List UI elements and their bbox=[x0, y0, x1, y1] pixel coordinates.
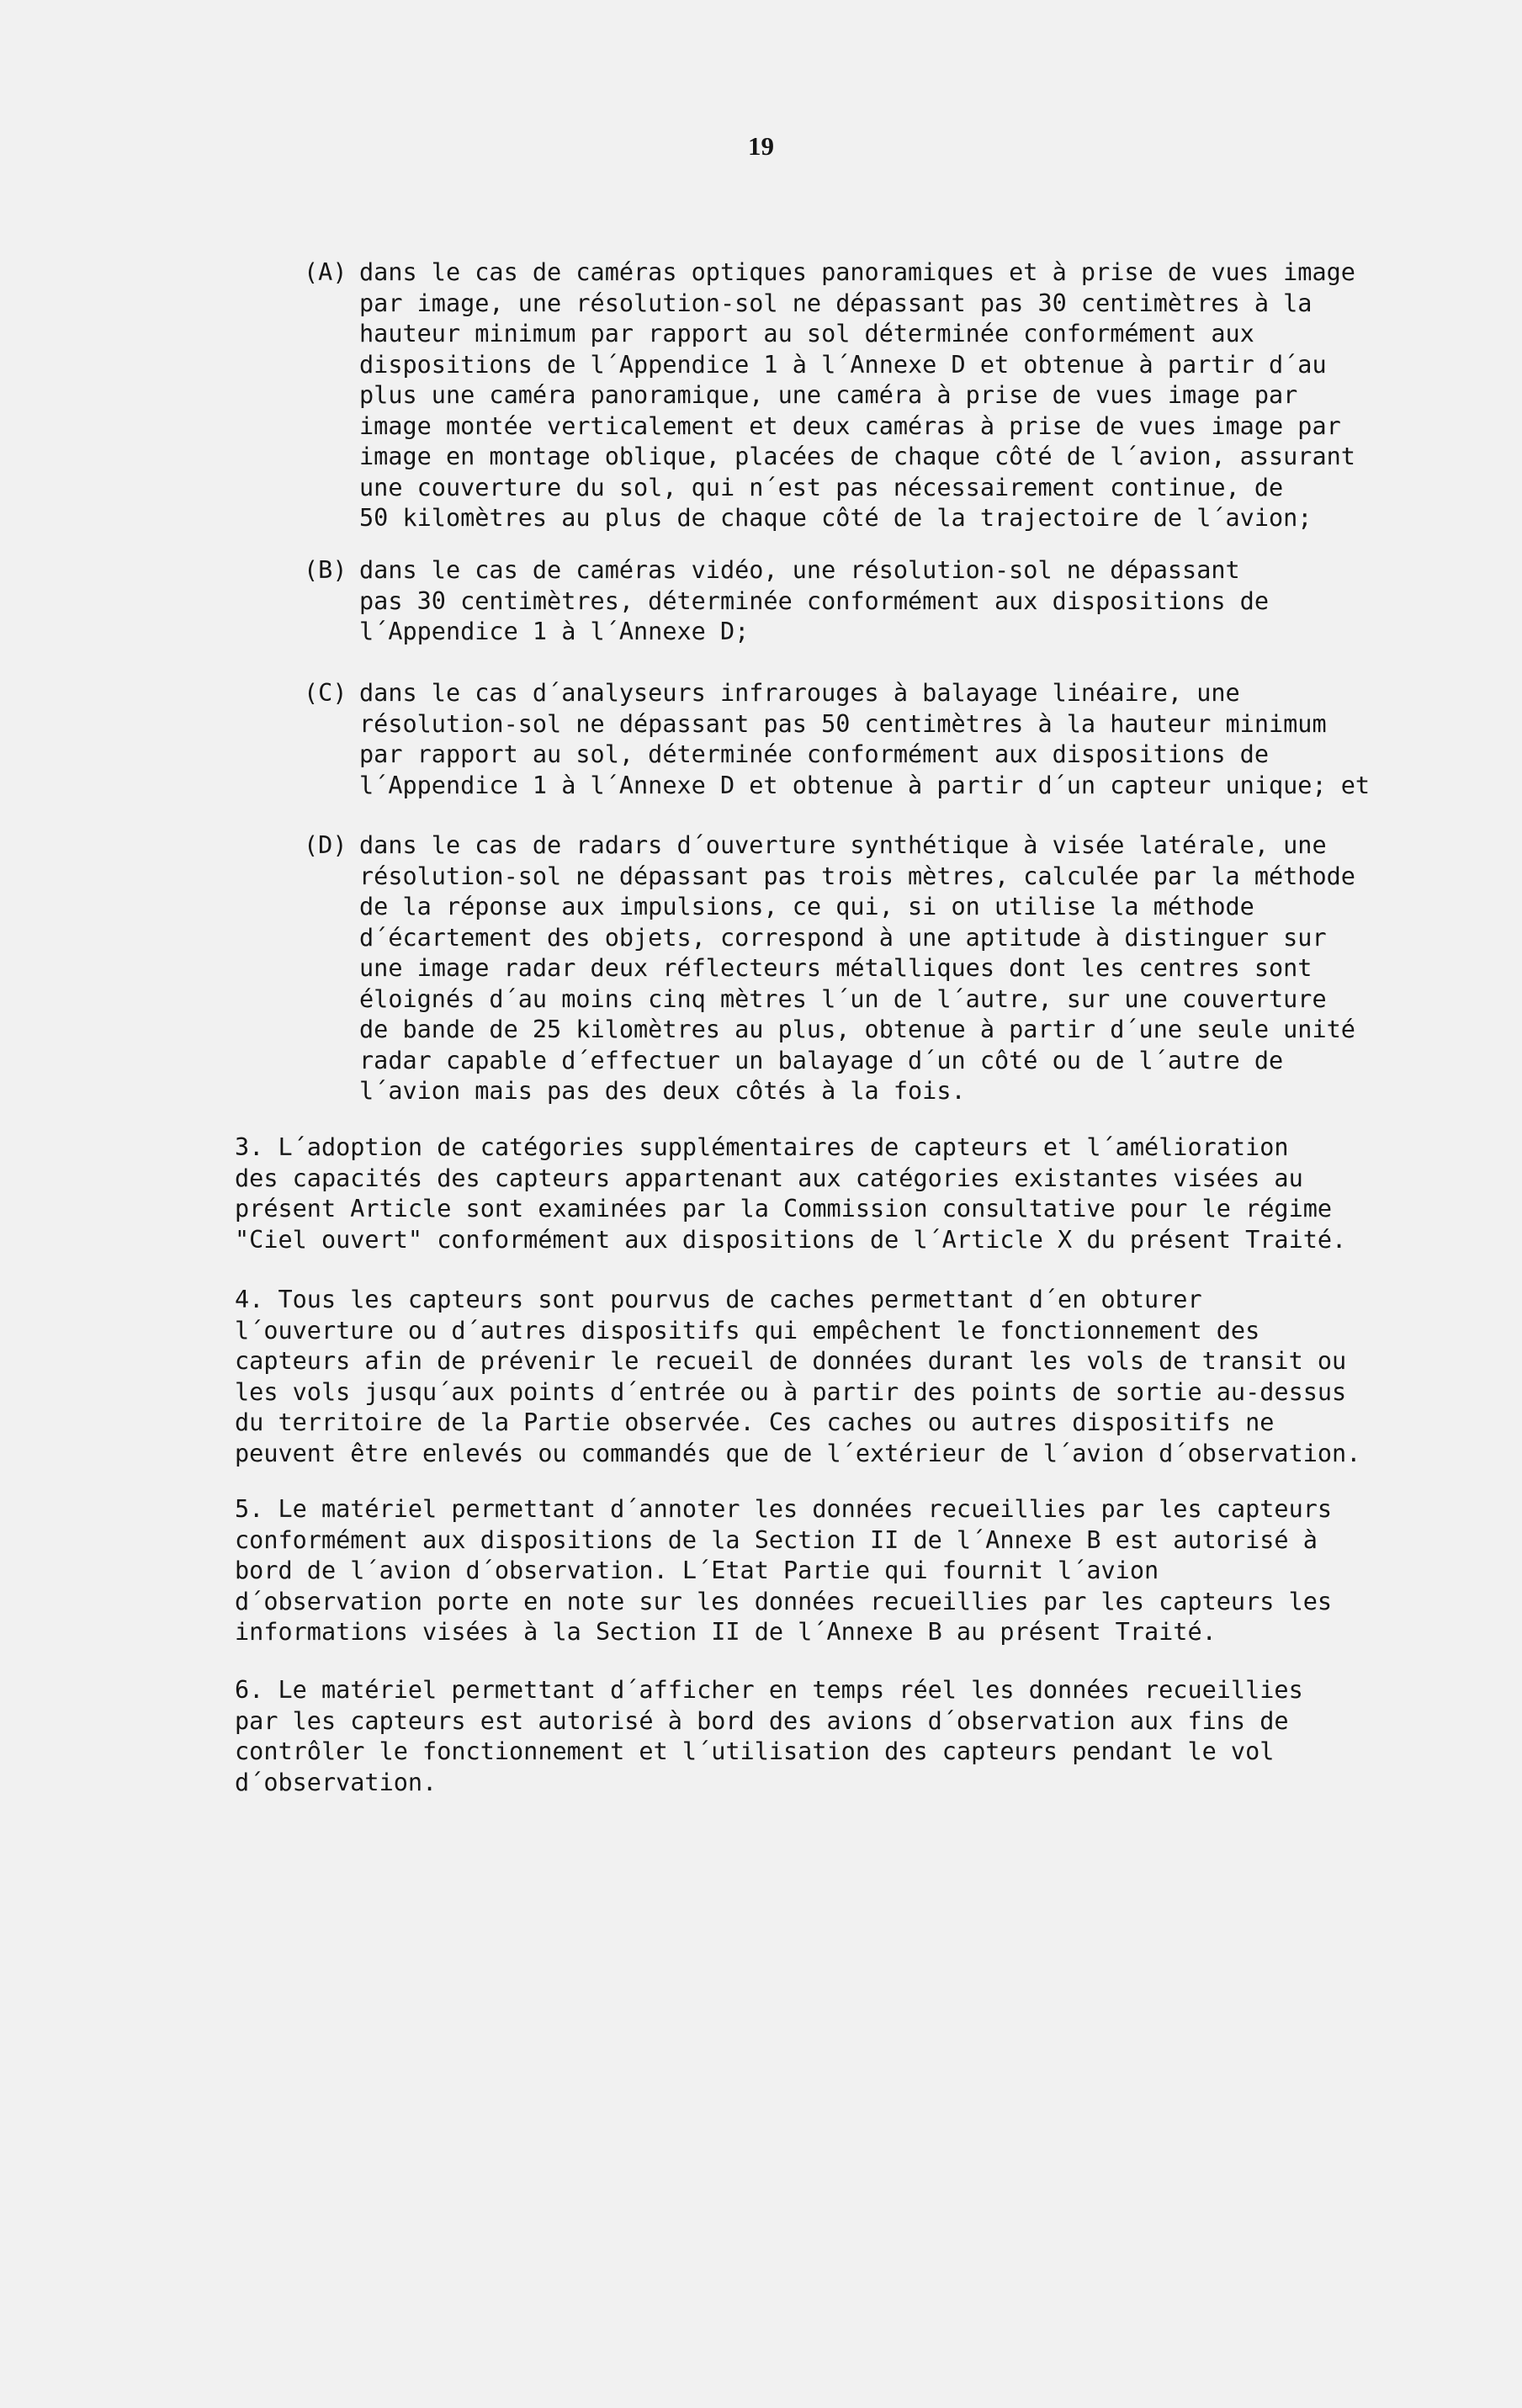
list-item-label: (D) bbox=[304, 831, 347, 859]
list-item-text: dans le cas de caméras optiques panoramiques et à prise de vues image par image, une résolution-sol ne dépassant pas 30 centimètres à la hauteur minimum par rapport au sol déterminée conformément aux dispositions de l´Appendice 1 à l´Annexe D et obtenue à partir d´au plus une caméra panoramique, une caméra à prise de vues image par image montée verticalement et deux caméras à prise de vues image par image en montage oblique, placées de chaque côté de l´avion, assurant une couverture du sol, qui n´est pas nécessairement continue, de 50 kilomètres au plus de chaque côté de la trajectoire de l´avion; bbox=[359, 258, 1355, 532]
list-item-text: dans le cas de caméras vidéo, une résolution-sol ne dépassant pas 30 centimètres, déterminée conformément aux dispositions de l´Appendice 1 à l´Annexe D; bbox=[359, 556, 1269, 645]
paragraph-4: 4. Tous les capteurs sont pourvus de caches permettant d´en obturer l´ouverture ou d´autres dispositifs qui empêchent le fonctionnement des capteurs afin de prévenir le recueil de données durant les vols de transit ou les vols jusqu´aux points d´entrée ou à partir des points de sortie au-dessus du territoire de la Partie observée. Ces caches ou autres dispositifs ne peuvent être enlevés ou commandés que de l´extérieur de l´avion d´observation. bbox=[235, 1286, 1361, 1467]
list-item-text: dans le cas de radars d´ouverture synthétique à visée latérale, une résolution-sol ne dépassant pas trois mètres, calculée par la méthode de la réponse aux impulsions, ce qui, si on utilise la méthode d´écartement des objets, correspond à une aptitude à distinguer sur une image radar deux réflecteurs métalliques dont les centres sont éloignés d´au moins cinq mètres l´un de l´autre, sur une couverture de bande de 25 kilomètres au plus, obtenue à partir d´une seule unité radar capable d´effectuer un balayage d´un côté ou de l´autre de l´avion mais pas des deux côtés à la fois. bbox=[359, 831, 1355, 1105]
paragraph-5: 5. Le matériel permettant d´annoter les données recueillies par les capteurs conformément aux dispositions de la Section II de l´Annexe B est autorisé à bord de l´avion d´observation. L´Etat Partie qui fournit l´avion d´observation porte en note sur les données recueillies par les capteurs les informations visées à la Section II de l´Annexe B au présent Traité. bbox=[235, 1495, 1333, 1646]
list-item-label: (B) bbox=[304, 556, 347, 584]
paragraph-3: 3. L´adoption de catégories supplémentaires de capteurs et l´amélioration des capacités des capteurs appartenant aux catégories existantes visées au présent Article sont examinées par la Commission consultative pour le régime "Ciel ouvert" conformément aux dispositions de l´Article X du présent Traité. bbox=[235, 1133, 1347, 1254]
page-number: 19 bbox=[748, 131, 774, 161]
list-item-label: (C) bbox=[304, 679, 347, 707]
paragraph-6: 6. Le matériel permettant d´afficher en temps réel les données recueillies par les capteurs est autorisé à bord des avions d´observation aux fins de contrôler le fonctionnement et l´utilisation des capteurs pendant le vol d´observation. bbox=[235, 1676, 1303, 1796]
list-item-text: dans le cas d´analyseurs infrarouges à balayage linéaire, une résolution-sol ne dépassant pas 50 centimètres à la hauteur minimum par rapport au sol, déterminée conformément aux dispositions de l´Appendice 1 à l´Annexe D et obtenue à partir d´un capteur unique; et bbox=[359, 679, 1371, 799]
list-item-label: (A) bbox=[304, 258, 347, 286]
